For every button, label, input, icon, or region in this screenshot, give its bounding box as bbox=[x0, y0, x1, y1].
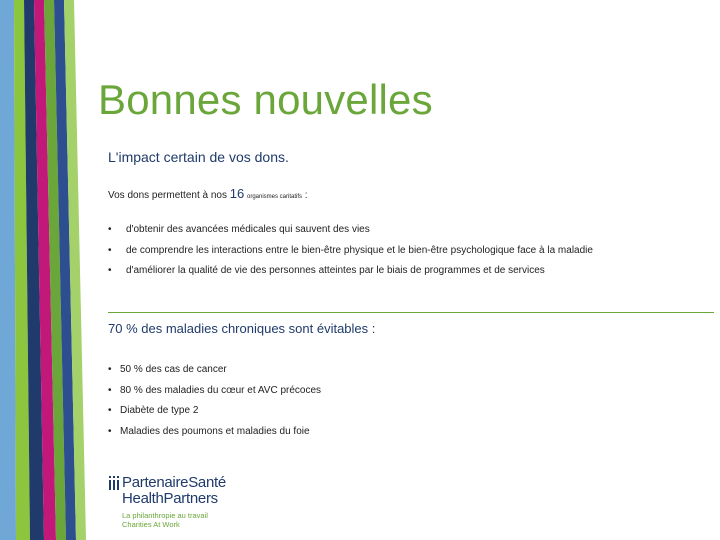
subtitle: L'impact certain de vos dons. bbox=[108, 149, 289, 165]
bullet: • bbox=[108, 224, 112, 235]
decorative-stripes bbox=[0, 0, 90, 540]
logo-line1: PartenaireSanté bbox=[122, 474, 226, 491]
bullet: • bbox=[108, 384, 112, 396]
logo-tagline-en: Charities At Work bbox=[122, 520, 180, 529]
section-heading: 70 % des maladies chroniques sont évitables : bbox=[108, 321, 376, 336]
divider bbox=[108, 312, 714, 313]
logo-mark-icon bbox=[108, 476, 122, 492]
bullet: • bbox=[108, 265, 112, 276]
logo-tagline-fr: La philanthropie au travail bbox=[122, 511, 208, 520]
list-item-text: Diabète de type 2 bbox=[120, 405, 199, 416]
bullet: • bbox=[108, 364, 112, 375]
diseases-list bbox=[108, 364, 321, 446]
list-item bbox=[108, 364, 321, 385]
intro-small: organismes caritatifs bbox=[247, 194, 303, 200]
bullet: • bbox=[108, 425, 112, 437]
list-item-text: de comprendre les interactions entre le bien-être physique et le bien-être psychologique face à la maladie bbox=[126, 244, 593, 256]
list-item-text: 50 % des cas de cancer bbox=[120, 364, 227, 375]
list-item bbox=[108, 426, 321, 447]
list-item bbox=[108, 405, 321, 426]
intro-before: Vos dons permettent à nos bbox=[108, 190, 230, 201]
logo bbox=[108, 470, 308, 532]
bullet: • bbox=[108, 244, 112, 256]
list-item-text: d'obtenir des avancées médicales qui sauvent des vies bbox=[126, 224, 370, 235]
intro-number: 16 bbox=[229, 186, 245, 201]
logo-line2: HealthPartners bbox=[122, 490, 218, 507]
list-item-text: d'améliorer la qualité de vie des personnes atteintes par le biais de programmes et de services bbox=[126, 265, 545, 276]
list-item bbox=[108, 265, 593, 286]
list-item-text: Maladies des poumons et maladies du foie bbox=[120, 425, 310, 437]
page-title: Bonnes nouvelles bbox=[98, 76, 433, 123]
list-item-text: 80 % des maladies du cœur et AVC précoces bbox=[120, 384, 322, 396]
intro-text bbox=[108, 186, 308, 201]
benefits-list bbox=[108, 224, 593, 286]
list-item bbox=[108, 224, 593, 245]
list-item bbox=[108, 245, 593, 266]
bullet: • bbox=[108, 405, 112, 416]
intro-after: : bbox=[302, 190, 308, 201]
list-item bbox=[108, 385, 321, 406]
